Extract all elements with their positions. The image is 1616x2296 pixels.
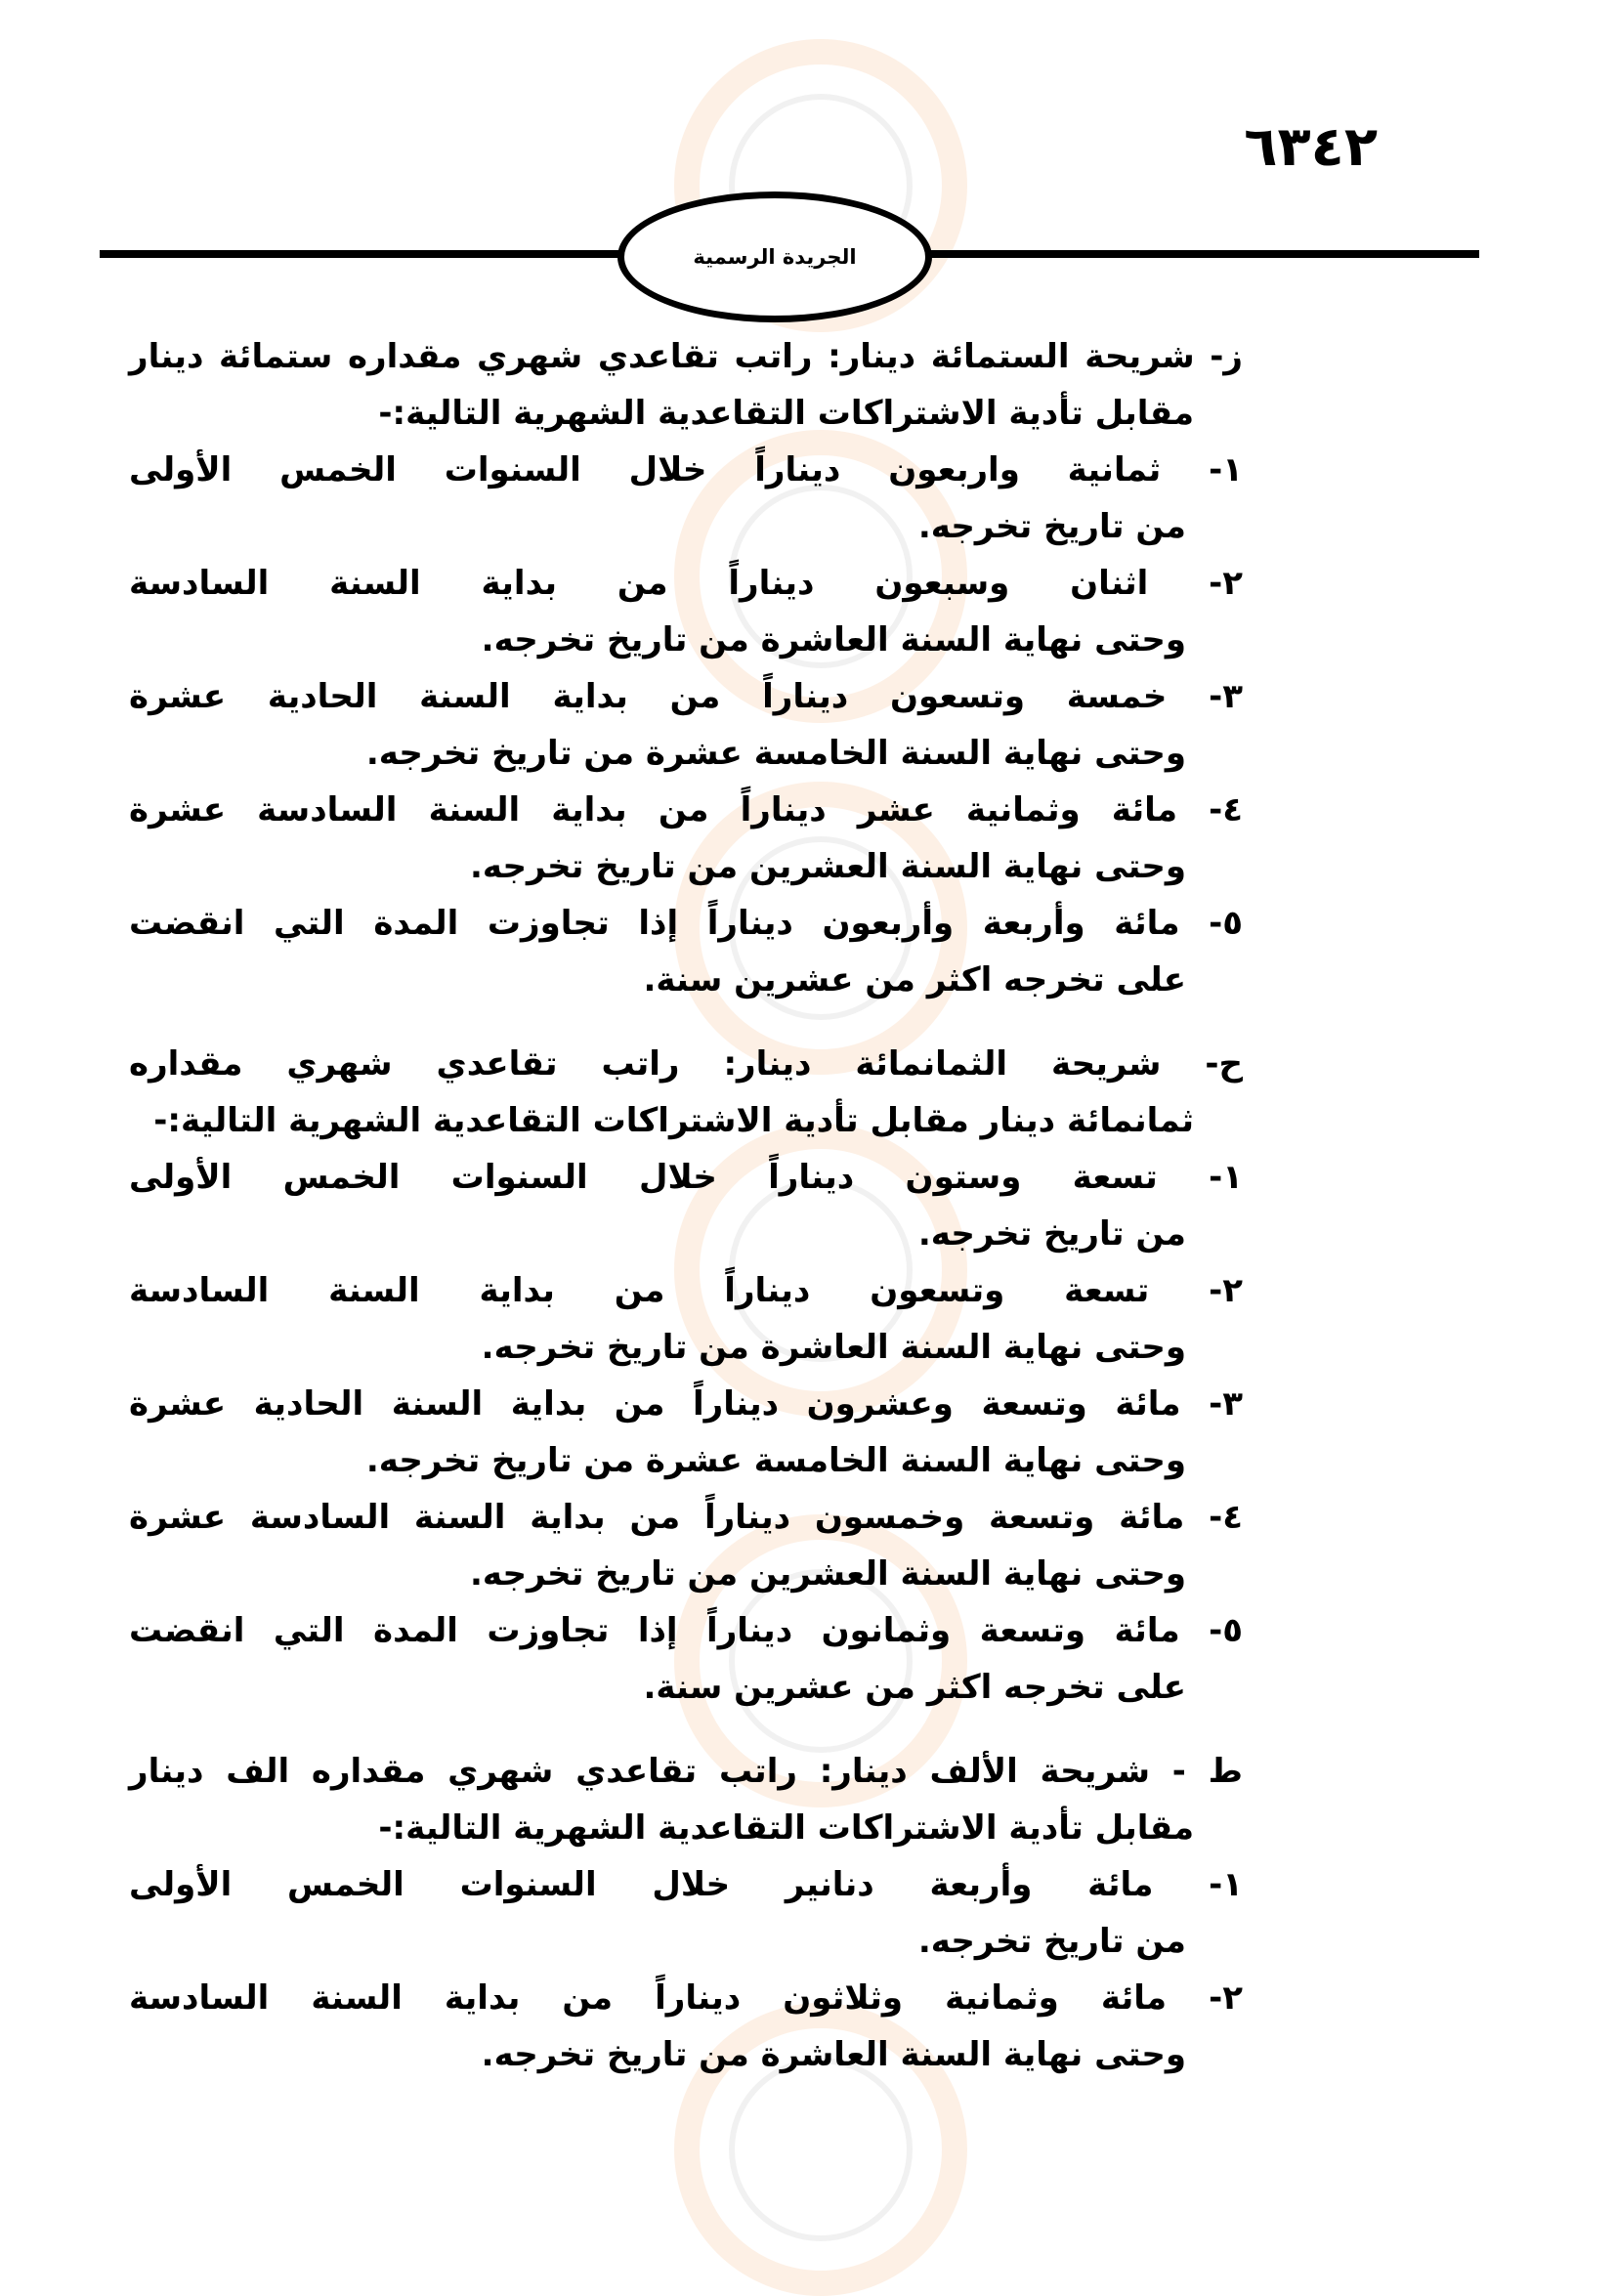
- gazette-title: الجريدة الرسمية: [693, 245, 857, 269]
- list-item-line: ٣- خمسة وتسعون ديناراً من بداية السنة الحادية عشرة: [129, 677, 1243, 716]
- list-item-line: وحتى نهاية السنة الخامسة عشرة من تاريخ تخرجه.: [365, 734, 1186, 773]
- list-item-line: ١- ثمانية واربعون ديناراً خلال السنوات الخمس الأولى: [129, 450, 1243, 489]
- list-item-line: من تاريخ تخرجه.: [917, 1214, 1186, 1254]
- list-item-line: ٥- مائة وأربعة وأربعون ديناراً إذا تجاوزت المدة التي انقضت: [129, 904, 1243, 943]
- section-heading-line: ح- شريحة الثمانمائة دينار: راتب تقاعدي شهري مقداره: [129, 1044, 1243, 1084]
- list-item-line: على تخرجه اكثر من عشرين سنة.: [643, 1668, 1186, 1707]
- list-item-line: ٣- مائة وتسعة وعشرون ديناراً من بداية السنة الحادية عشرة: [129, 1384, 1243, 1424]
- document-body: [129, 328, 1243, 2110]
- list-item-line: ١- مائة وأربعة دنانير خلال السنوات الخمس الأولى: [129, 1865, 1243, 1904]
- section-heading-line: ز- شريحة الستمائة دينار: راتب تقاعدي شهري مقداره ستمائة دينار: [129, 337, 1243, 376]
- header-rule-right: [922, 250, 1479, 258]
- gazette-title-oval: [617, 191, 932, 322]
- section: [129, 1036, 1243, 1716]
- list-item-line: ٢- اثنان وسبعون ديناراً من بداية السنة السادسة: [129, 564, 1243, 603]
- list-item-line: من تاريخ تخرجه.: [917, 1922, 1186, 1961]
- section: [129, 328, 1243, 1008]
- section-heading-line: ط - شريحة الألف دينار: راتب تقاعدي شهري مقداره الف دينار: [129, 1752, 1243, 1791]
- list-item-line: وحتى نهاية السنة العاشرة من تاريخ تخرجه.: [481, 1328, 1186, 1367]
- list-item-line: من تاريخ تخرجه.: [917, 507, 1186, 546]
- list-item-line: ٥- مائة وتسعة وثمانون ديناراً إذا تجاوزت المدة التي انقضت: [129, 1611, 1243, 1650]
- list-item-line: ٢- تسعة وتسعون ديناراً من بداية السنة السادسة: [129, 1271, 1243, 1310]
- list-item-line: ٢- مائة وثمانية وثلاثون ديناراً من بداية السنة السادسة: [129, 1978, 1243, 2018]
- list-item-line: ٤- مائة وتسعة وخمسون ديناراً من بداية السنة السادسة عشرة: [129, 1498, 1243, 1537]
- list-item-line: وحتى نهاية السنة الخامسة عشرة من تاريخ تخرجه.: [365, 1441, 1186, 1480]
- page-number: ٦٣٤٢: [1244, 115, 1378, 179]
- list-item-line: وحتى نهاية السنة العاشرة من تاريخ تخرجه.: [481, 2035, 1186, 2074]
- section: [129, 1743, 1243, 2083]
- section-heading-line: مقابل تأدية الاشتراكات التقاعدية الشهرية التالية:-: [378, 1808, 1194, 1848]
- list-item-line: على تخرجه اكثر من عشرين سنة.: [643, 960, 1186, 999]
- header-rule-left: [100, 250, 627, 258]
- list-item-line: وحتى نهاية السنة العشرين من تاريخ تخرجه.: [469, 847, 1186, 886]
- list-item-line: وحتى نهاية السنة العاشرة من تاريخ تخرجه.: [481, 620, 1186, 659]
- section-heading-line: مقابل تأدية الاشتراكات التقاعدية الشهرية التالية:-: [378, 394, 1194, 433]
- list-item-line: ٤- مائة وثمانية عشر ديناراً من بداية السنة السادسة عشرة: [129, 790, 1243, 829]
- list-item-line: ١- تسعة وستون ديناراً خلال السنوات الخمس الأولى: [129, 1158, 1243, 1197]
- section-heading-line: ثمانمائة دينار مقابل تأدية الاشتراكات التقاعدية الشهرية التالية:-: [153, 1101, 1194, 1140]
- list-item-line: وحتى نهاية السنة العشرين من تاريخ تخرجه.: [469, 1554, 1186, 1594]
